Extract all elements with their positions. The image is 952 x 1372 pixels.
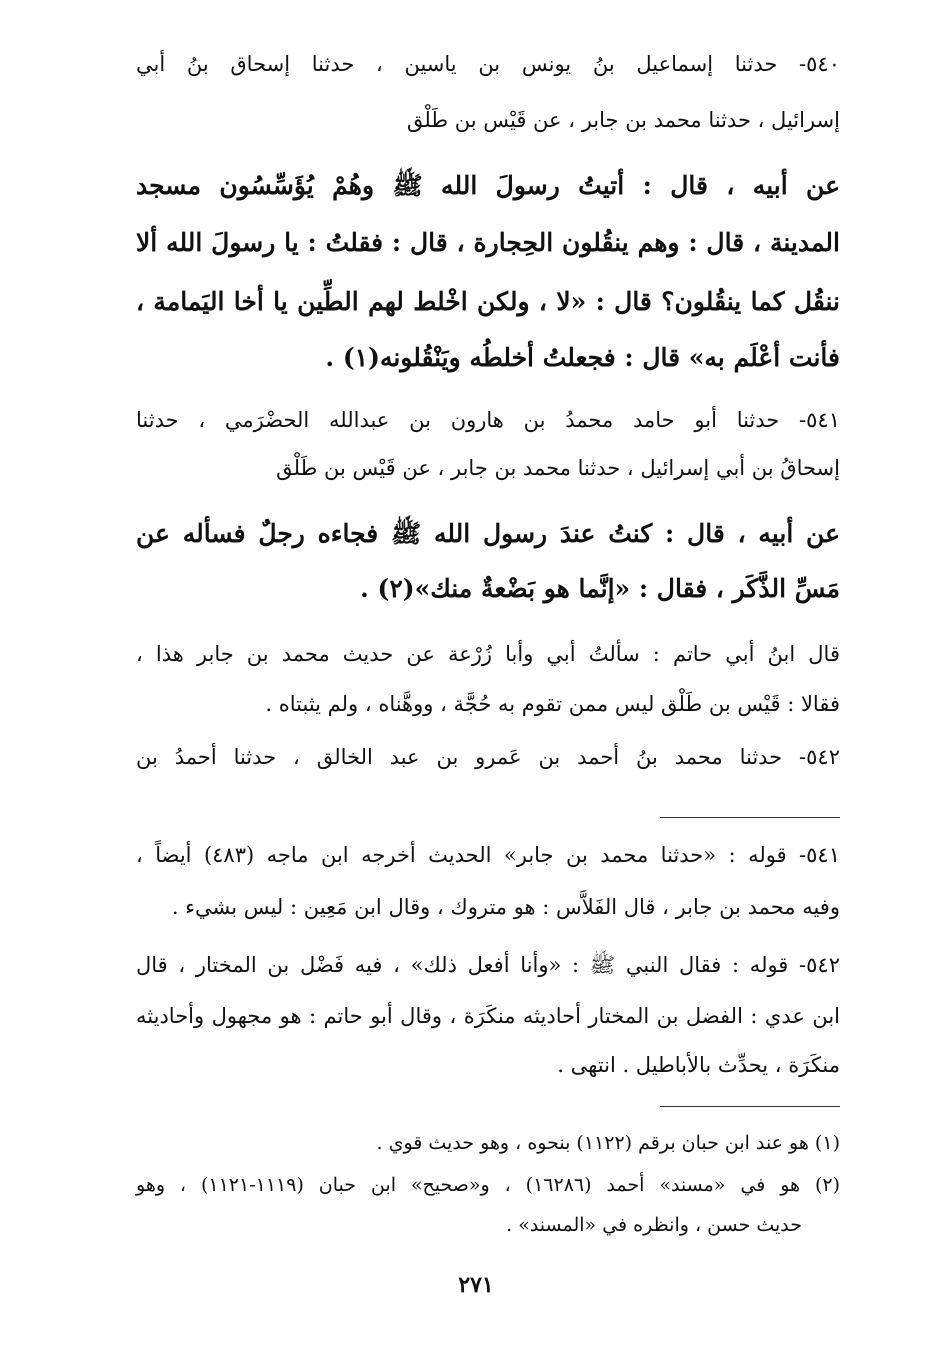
notes-separator [660,817,840,818]
matn-541-line-1: عن أبيه ، قال : كنتُ عندَ رسول الله ﷺ فجاءه رجلٌ فسأله عن [136,519,840,548]
isnad-541-line-2: إسحاقُ بن أبي إسرائيل ، حدثنا محمد بن جابر ، عن قَيْس بن طَلْق [276,456,840,480]
note-542-line-1: ٥٤٢- قوله : فقال النبي ﷺ : «وأنا أفعل ذلك» ، فيه فَضْل بن المختار ، قال [136,953,840,977]
footnote-2-line-1: (٢) هو في «مسند» أحمد (١٦٢٨٦) ، و«صحيح» ابن حبان (١١١٩-١١٢١) ، وهو [136,1174,840,1196]
matn-541-line-2: مَسِّ الذَّكَر ، فقال : «إنَّما هو بَضْعةٌ منك»(٢) . [360,574,840,603]
note-541-line-2: وفيه محمد بن جابر ، قال الفَلاَّس : هو متروك ، وقال ابن مَعِين : ليس بشيء . [171,895,840,919]
note-542-line-2: ابن عدي : الفضل بن المختار أحاديثه منكَرَة ، وقال أبو حاتم : هو مجهول وأحاديثه [136,1004,840,1028]
isnad-540-line-1: ٥٤٠- حدثنا إسماعيل بنُ يونس بن ياسين ، حدثنا إسحاق بنُ أبي [136,52,840,76]
note-542-line-3: منكَرَة ، يحدِّث بالأباطيل . انتهى . [557,1053,840,1077]
isnad-541-line-1: ٥٤١- حدثنا أبو حامد محمدُ بن هارون بن عبدالله الحضْرَمي ، حدثنا [136,408,840,432]
footnote-2-line-2: حديث حسن ، وانظره في «المسند» . [506,1214,802,1236]
footnote-1: (١) هو عند ابن حبان برقم (١١٢٢) بنحوه ، وهو حديث قوي . [376,1132,840,1154]
page-number: ٢٧١ [458,1272,494,1298]
matn-540-line-2: المدينة ، قال : وهم ينقُلون الحِجارة ، قال : فقلتُ : يا رسولَ الله ألا [136,228,840,257]
matn-540-line-4: فأنت أعْلَم به» قال : فجعلتُ أخلطُه ويَنْقُلونه(١) . [325,343,840,372]
matn-540-line-3: ننقُل كما ينقُلون؟ قال : «لا ، ولكن اخْلط لهم الطِّين يا أخا اليَمامة ، [136,287,840,316]
isnad-542-line-1: ٥٤٢- حدثنا محمد بنُ أحمد بن عَمرو بن عبد الخالق ، حدثنا أحمدُ بن [136,745,840,769]
matn-540-line-1: عن أبيه ، قال : أتيتُ رسولَ الله ﷺ وهُمْ يُؤَسِّسُون مسجد [136,171,840,200]
note-541-line-1: ٥٤١- قوله : «حدثنا محمد بن جابر» الحديث أخرجه ابن ماجه (٤٨٣) أيضاً ، [136,843,840,867]
footnotes-separator [660,1106,840,1107]
comment-541-line-2: فقالا : قَيْس بن طَلْق ليس ممن تقوم به حُجَّة ، ووهَّناه ، ولم يثبتاه . [265,692,840,716]
isnad-540-line-2: إسرائيل ، حدثنا محمد بن جابر ، عن قَيْس بن طَلْق [406,108,840,132]
comment-541-line-1: قال ابنُ أبي حاتم : سألتُ أبي وأبا زُرْعة عن حديث محمد بن جابر هذا ، [136,642,840,666]
